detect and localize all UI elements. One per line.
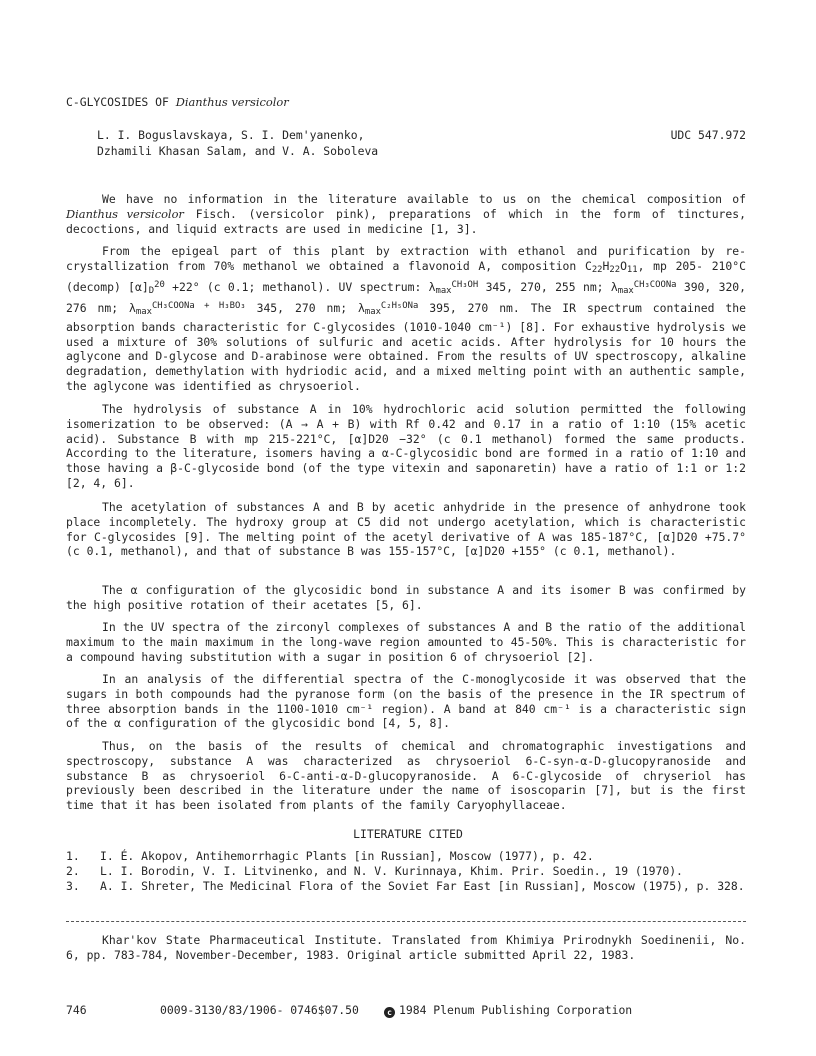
p2-rest: The IR spectrum contained the absorption bands characteristic for C-glycosides (1010-1040 cm⁻¹) [8]. For exhaustive hydrolysis we used a mixture of 30% solutions of sulfuric and acetic acids. After hydrolysis for 10 hours the aglycone and D-glycose and D-arabinose were obtained. From the results of UV spectroscopy, alkaline degradation, demethylation with hydriodic acid, and a mixed melting point with an authentic sample, the aglycone was identified as chrysoeriol.	[66, 300, 747, 394]
paragraph-differential-spectra: In an analysis of the differential spectra of the C-monoglycoside it was observed that the sugars in both compounds had the pyranose form (on the basis of the presence in the IR spectrum of three absorption bands in the 1100-1010 cm⁻¹ region). A band at 840 cm⁻¹ is a characteristic sign of the α configuration of the glycosidic bond [4, 5, 8].	[66, 672, 746, 731]
p2-sup-s1: CH₃COONa	[633, 279, 677, 290]
paragraph-intro-text-a: We have no information in the literature available to us on the chemical composition of	[102, 192, 746, 206]
p2-sup-s3: C₂H₅ONa	[380, 300, 419, 311]
p2-sub-h: 22	[609, 265, 621, 276]
p2-sub-o: 11	[626, 265, 638, 276]
paragraph-intro-text-b: Fisch. (versicolor pink), preparations of which in the form of tinctures, decoctions, and liquid extracts are used in medicine [1, 3].	[66, 206, 746, 236]
paragraph-intro	[66, 192, 746, 236]
paragraph-acetylation: The acetylation of substances A and B by acetic anhydride in the presence of anhydrone took place incompletely. The hydroxy group at C5 did not undergo acetylation, which is characteristic for C-glycosides [9]. The melting point of the acetyl derivative of A was 185-187°C, [α]D20 +75.7° (c 0.1, methanol), and that of substance B was 155-157°C, [α]D20 +155° (c 0.1, methanol).	[66, 500, 746, 559]
p2-line1: From the epigeal part of this plant by extraction with ethanol and purification by re-	[102, 244, 746, 258]
issn-code: 0009-3130/83/1906- 0746$07.50	[160, 1003, 359, 1017]
paragraph-conclusion: Thus, on the basis of the results of chemical and chromatographic investigations and spectroscopy, substance A was characterized as chrysoeriol 6-C-syn-α-D-glucopyranoside and substance B as chrysoeriol 6-C-anti-α-D-glucopyranoside. A 6-C-glycoside of chryseriol has previously been described in the literature under the name of isoscoparin [7], but is the first time that it has been isolated from plants of the family Caryophyllaceae.	[66, 739, 746, 813]
authors-line-1: L. I. Boguslavskaya, S. I. Dem'yanenko,	[97, 128, 365, 142]
reference-text: I. É. Akopov, Antihemorrhagic Plants [in Russian], Moscow (1977), p. 42.	[100, 849, 594, 863]
p2-line2b: , mp 205-	[637, 258, 703, 273]
p2-h: H	[602, 258, 610, 273]
reference-item	[66, 879, 746, 909]
p2-line4a: λ	[610, 279, 618, 294]
p2-sub-c: 22	[591, 265, 603, 276]
copyright-icon: c	[384, 1007, 395, 1018]
reference-number: 2.	[66, 864, 80, 878]
p2-sub-max: max	[435, 286, 452, 297]
authors-line-2: Dzhamili Khasan Salam, and V. A. Soboleva	[97, 144, 379, 158]
p2-sub-max1: max	[617, 286, 634, 297]
p2-line3a: 210°C (decomp) [α]	[66, 258, 746, 294]
p2-sub-max3: max	[364, 307, 381, 318]
title-prefix: C-GLYCOSIDES OF	[66, 95, 176, 109]
paragraph-extraction	[66, 244, 746, 394]
reference-number: 3.	[66, 879, 80, 893]
p2-line4c: 345, 270 nm; λ	[245, 300, 365, 315]
p2-sup-ch3oh: CH₃OH	[451, 279, 479, 290]
copyright-text: 1984 Plenum Publishing Corporation	[399, 1003, 633, 1017]
p2-sup-20: 20	[154, 279, 165, 290]
reference-item	[66, 849, 746, 864]
literature-heading: LITERATURE CITED	[353, 827, 463, 841]
udc-code: UDC 547.972	[670, 128, 746, 142]
footnote: Khar'kov State Pharmaceutical Institute. Translated from Khimiya Prirodnykh Soedinenii, No. 6, pp. 783-784, November-December, 1983. Original article submitted April 22, 1983.	[66, 933, 746, 962]
copyright-line	[384, 1003, 632, 1018]
p2-line3c: 345, 270, 255 nm;	[478, 279, 604, 294]
paragraph-alpha-config: The α configuration of the glycosidic bond in substance A and its isomer B was confirmed by the high positive rotation of their acetates [5, 6].	[66, 583, 746, 612]
reference-text: L. I. Borodin, V. I. Litvinenko, and N. V. Kurinnaya, Khim. Prir. Soedin., 19 (1970).	[100, 864, 683, 878]
article-title	[66, 95, 289, 110]
reference-text: A. I. Shreter, The Medicinal Flora of the Soviet Far East [in Russian], Moscow (1975), p. 328.	[100, 879, 745, 893]
p2-line4b: 390, 320, 276 nm; λ	[66, 279, 747, 315]
p2-line3b: +22° (c 0.1; methanol). UV spectrum: λ	[164, 279, 436, 294]
paragraph-intro-species: Dianthus versicolor	[66, 206, 184, 221]
p2-o: O	[620, 258, 627, 273]
p2-line4d: 395, 270 nm.	[418, 300, 520, 315]
paragraph-hydrolysis: The hydrolysis of substance A in 10% hydrochloric acid solution permitted the following isomerization to be observed: (A → A + B) with Rf 0.42 and 0.17 in a ratio of 1:10 (15% acetic acid). Substance B with mp 215-221°C, [α]D20 −32° (c 0.1 methanol) formed the same products. According to the literature, isomers having a α-C-glycosidic bond are formed in a ratio of 1:10 and those having a β-C-glycoside bond (of the type vitexin and saponaretin) have a ratio of 1:1 or 1:2 [2, 4, 6].	[66, 402, 746, 490]
p2-line2a: crystallization from 70% methanol we obtained a flavonoid A, composition C	[66, 258, 592, 273]
p2-sub-d: D	[148, 286, 155, 297]
reference-item	[66, 864, 746, 879]
footnote-divider	[66, 921, 746, 922]
page-number: 746	[66, 1003, 87, 1017]
p2-sup-s2: CH₃COONa + H₃BO₃	[151, 300, 246, 311]
title-species: Dianthus versicolor	[175, 95, 289, 109]
reference-number: 1.	[66, 849, 80, 863]
paragraph-uv-zirconyl: In the UV spectra of the zirconyl complexes of substances A and B the ratio of the additional maximum to the main maximum in the long-wave region amounted to 45-50%. This is characteristic for a compound having substitution with a sugar in position 6 of chrysoeriol [2].	[66, 620, 746, 664]
p2-sub-max2: max	[135, 307, 152, 318]
